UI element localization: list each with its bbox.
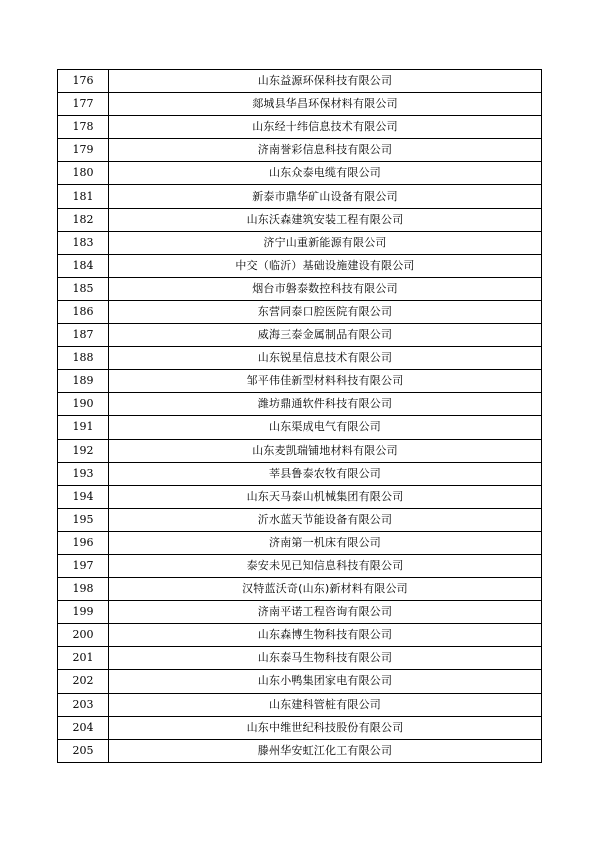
table-row: [58, 393, 542, 416]
table-row: [58, 231, 542, 254]
row-number: 193: [58, 462, 109, 485]
company-name: 邹平伟佳新型材料科技有限公司: [109, 370, 542, 393]
table-row: [58, 277, 542, 300]
row-number: 177: [58, 93, 109, 116]
table-row: [58, 93, 542, 116]
table-row: [58, 116, 542, 139]
table-row: [58, 324, 542, 347]
table-row: [58, 139, 542, 162]
company-name: 山东中维世纪科技股份有限公司: [109, 716, 542, 739]
row-number: 187: [58, 324, 109, 347]
row-number: 188: [58, 347, 109, 370]
company-name: 济宁山重新能源有限公司: [109, 231, 542, 254]
company-name: 中交（临沂）基础设施建设有限公司: [109, 254, 542, 277]
company-name: 潍坊鼎通软件科技有限公司: [109, 393, 542, 416]
table-row: [58, 485, 542, 508]
row-number: 191: [58, 416, 109, 439]
company-name: 济南第一机床有限公司: [109, 531, 542, 554]
row-number: 192: [58, 439, 109, 462]
row-number: 184: [58, 254, 109, 277]
row-number: 182: [58, 208, 109, 231]
table-body: [58, 70, 542, 763]
row-number: 190: [58, 393, 109, 416]
company-name: 汉特蓝沃奇(山东)新材料有限公司: [109, 578, 542, 601]
row-number: 194: [58, 485, 109, 508]
table-row: [58, 601, 542, 624]
table-row: [58, 739, 542, 762]
row-number: 198: [58, 578, 109, 601]
row-number: 178: [58, 116, 109, 139]
company-name: 莘县鲁泰农牧有限公司: [109, 462, 542, 485]
table-row: [58, 370, 542, 393]
table-row: [58, 70, 542, 93]
company-name: 山东渠成电气有限公司: [109, 416, 542, 439]
company-name: 山东小鸭集团家电有限公司: [109, 670, 542, 693]
row-number: 180: [58, 162, 109, 185]
table-row: [58, 185, 542, 208]
company-name: 东营同泰口腔医院有限公司: [109, 300, 542, 323]
row-number: 200: [58, 624, 109, 647]
table-row: [58, 254, 542, 277]
row-number: 202: [58, 670, 109, 693]
table-row: [58, 462, 542, 485]
row-number: 181: [58, 185, 109, 208]
company-name: 山东沃森建筑安装工程有限公司: [109, 208, 542, 231]
company-name: 山东经十纬信息技术有限公司: [109, 116, 542, 139]
row-number: 185: [58, 277, 109, 300]
row-number: 179: [58, 139, 109, 162]
table-row: [58, 439, 542, 462]
row-number: 201: [58, 647, 109, 670]
company-name: 山东锐星信息技术有限公司: [109, 347, 542, 370]
company-name: 山东益源环保科技有限公司: [109, 70, 542, 93]
table-row: [58, 578, 542, 601]
table-row: [58, 531, 542, 554]
company-name: 山东众泰电缆有限公司: [109, 162, 542, 185]
company-name: 沂水蓝天节能设备有限公司: [109, 508, 542, 531]
table-row: [58, 554, 542, 577]
company-name: 济南平诺工程咨询有限公司: [109, 601, 542, 624]
company-list-table: [57, 69, 542, 763]
company-name: 山东泰马生物科技有限公司: [109, 647, 542, 670]
row-number: 186: [58, 300, 109, 323]
row-number: 183: [58, 231, 109, 254]
company-name: 烟台市磐泰数控科技有限公司: [109, 277, 542, 300]
row-number: 196: [58, 531, 109, 554]
company-name: 山东建科管桩有限公司: [109, 693, 542, 716]
company-name: 新泰市鼎华矿山设备有限公司: [109, 185, 542, 208]
row-number: 205: [58, 739, 109, 762]
table-row: [58, 670, 542, 693]
table-row: [58, 624, 542, 647]
row-number: 197: [58, 554, 109, 577]
company-name: 山东森博生物科技有限公司: [109, 624, 542, 647]
row-number: 204: [58, 716, 109, 739]
table-row: [58, 716, 542, 739]
table-row: [58, 162, 542, 185]
company-name: 山东天马泰山机械集团有限公司: [109, 485, 542, 508]
table-row: [58, 693, 542, 716]
company-name: 滕州华安虹江化工有限公司: [109, 739, 542, 762]
table-row: [58, 300, 542, 323]
company-name: 济南誉彩信息科技有限公司: [109, 139, 542, 162]
table-row: [58, 208, 542, 231]
table-row: [58, 647, 542, 670]
table-row: [58, 508, 542, 531]
table-row: [58, 347, 542, 370]
row-number: 195: [58, 508, 109, 531]
company-name: 郯城县华昌环保材料有限公司: [109, 93, 542, 116]
company-name: 山东麦凯瑞铺地材料有限公司: [109, 439, 542, 462]
company-name: 威海三泰金属制品有限公司: [109, 324, 542, 347]
table-row: [58, 416, 542, 439]
row-number: 203: [58, 693, 109, 716]
row-number: 199: [58, 601, 109, 624]
row-number: 189: [58, 370, 109, 393]
company-name: 泰安未见已知信息科技有限公司: [109, 554, 542, 577]
row-number: 176: [58, 70, 109, 93]
